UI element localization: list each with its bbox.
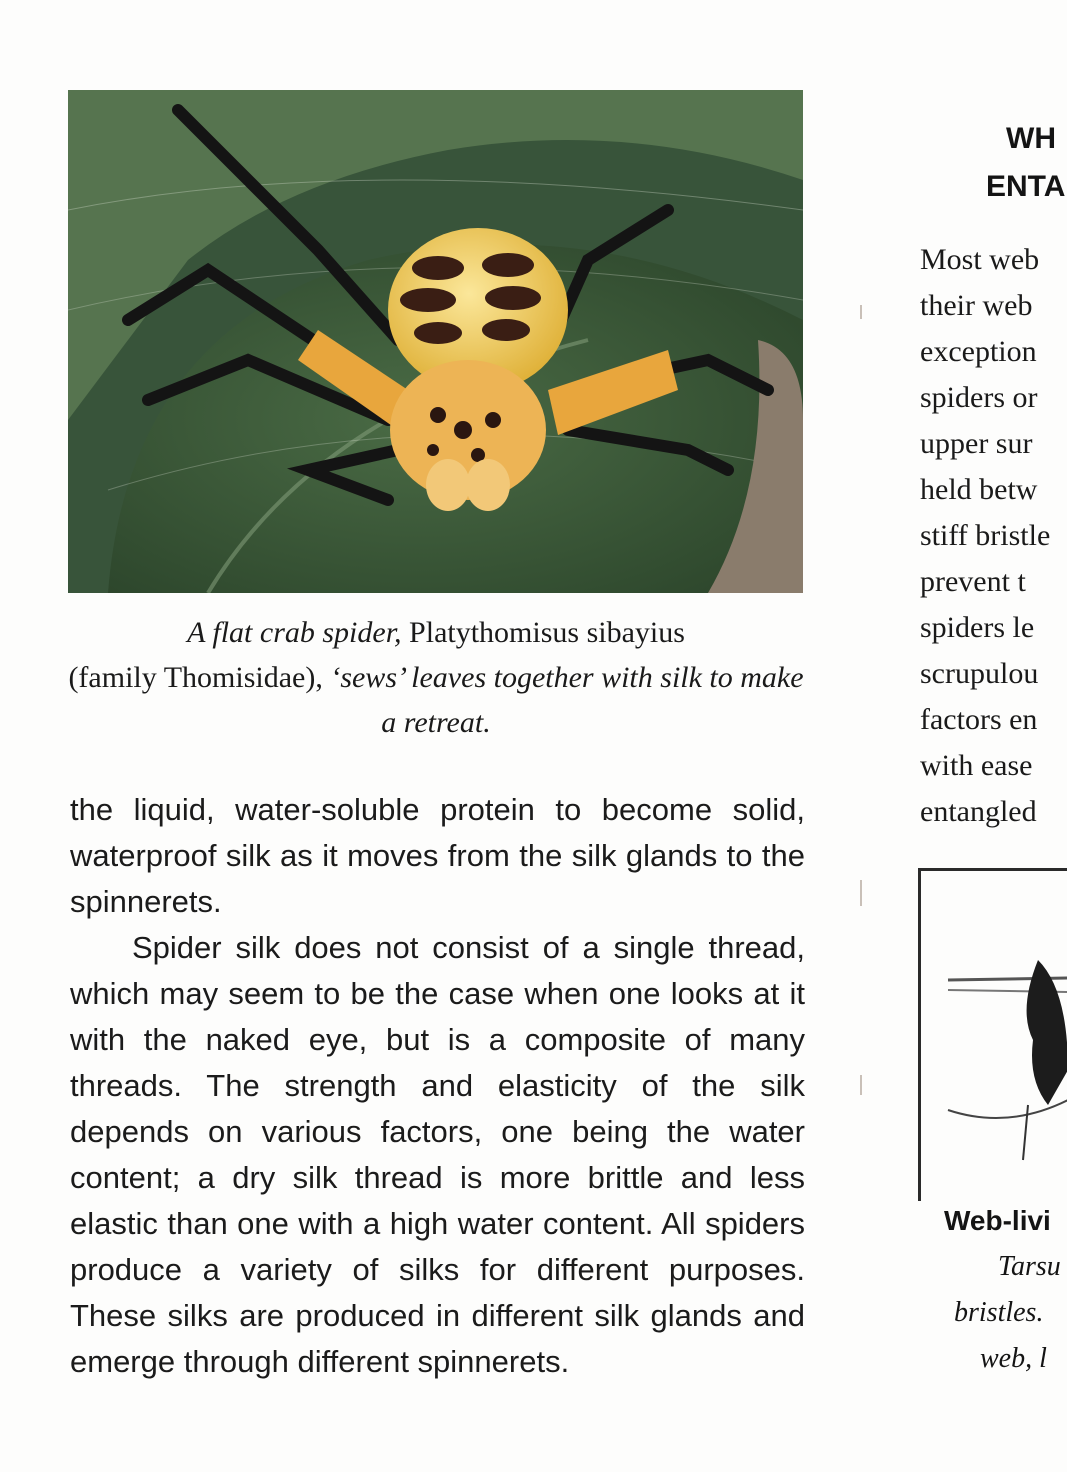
rc-caption-title: Web-livi [944,1205,1051,1236]
gutter-mark [860,305,862,319]
right-column [918,0,1067,1472]
rc-line: prevent t [920,565,1026,598]
rc-line: spiders le [920,611,1035,644]
rc-line: their web [920,289,1033,322]
rc-line: stiff bristle [920,519,1051,552]
rc-caption-line: Tarsu [998,1251,1061,1282]
rc-line: upper sur [920,427,1033,460]
rc-line: scrupulou [920,657,1039,690]
body-text [70,787,805,1385]
rc-caption-line: bristles. [954,1297,1044,1328]
gutter-mark [860,1075,862,1095]
rc-heading-line1: WH [1006,122,1056,155]
rc-line: held betw [920,473,1038,506]
rc-line: exception [920,335,1037,368]
caption-species: Platythomisus sibayius [409,616,685,649]
paragraph-2: Spider silk does not consist of a single thread, which may seem to be the case when one looks at it with the naked eye, but is a composite of many threads. The strength and elasticity of the silk depends on various factors, one being the water content; a dry silk thread is more brittle and less elastic than one with a high water content. All spiders produce a variety of silks for different purposes. These silks are produced in different silk glands and emerge through different spinnerets. [70,930,805,1379]
photo-caption [60,610,812,745]
rc-line: entangled [920,795,1037,828]
caption-part3: ‘sews’ leaves together with silk to make a retreat. [330,661,804,739]
rc-line: Most web [920,243,1040,276]
gutter-mark [860,880,862,906]
paragraph-1: the liquid, water-soluble protein to become solid, waterproof silk as it moves from the silk glands to the spinnerets. [70,792,805,919]
rc-heading-line2: ENTA [986,170,1066,203]
crab-spider-illustration [68,90,803,593]
spider-leg-sketch [928,930,1067,1170]
rc-line: with ease [920,749,1033,782]
rc-caption-line: web, l [980,1343,1047,1374]
rc-line: factors en [920,703,1038,736]
caption-part2: (family Thomisidae), [68,661,331,694]
spider-photo [68,90,803,593]
caption-part1: A flat crab spider, [187,616,410,649]
rc-line: spiders or [920,381,1038,414]
